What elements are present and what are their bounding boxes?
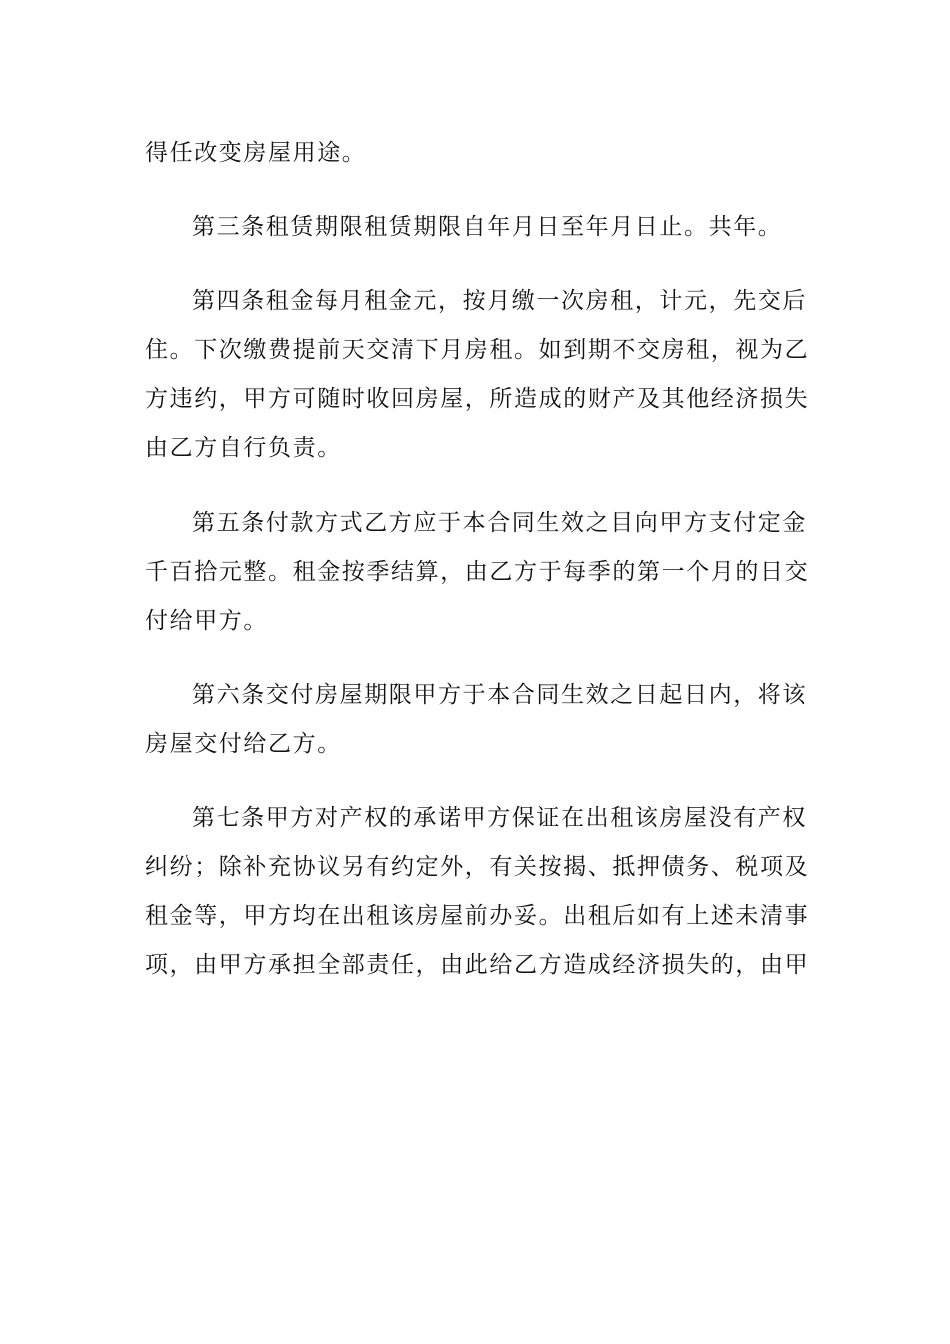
text-line: 方违约，甲方可随时收回房屋，所造成的财产及其他经济损失 <box>145 386 810 413</box>
text-line: 项，由甲方承担全部责任，由此给乙方造成经济损失的，由甲 <box>145 952 810 979</box>
text-line: 得任改变房屋用途。 <box>145 140 367 166</box>
text-line: 付给甲方。 <box>145 607 268 634</box>
contract-body <box>145 129 810 990</box>
paragraph-continuation <box>145 129 810 178</box>
text-line: 第七条甲方对产权的承诺甲方保证在出租该房屋没有产权 <box>192 805 807 832</box>
text-line: 千百拾元整。租金按季结算，由乙方于每季的第一个月的日交 <box>145 558 810 585</box>
text-line: 租金等，甲方均在出租该房屋前办妥。出租后如有上述未清事 <box>145 903 810 930</box>
paragraph-article-6 <box>145 671 810 769</box>
text-line: 第三条租赁期限租赁期限自年月日至年月日止。共年。 <box>192 214 783 241</box>
text-line: 纠纷；除补充协议另有约定外，有关按揭、抵押债务、税项及 <box>145 854 810 881</box>
text-line: 第五条付款方式乙方应于本合同生效之目向甲方支付定金 <box>192 509 807 536</box>
paragraph-article-3 <box>145 203 810 252</box>
text-line: 由乙方自行负责。 <box>145 435 342 462</box>
text-line: 房屋交付给乙方。 <box>145 730 342 757</box>
text-line: 住。下次缴费提前天交清下月房租。如到期不交房租，视为乙 <box>145 337 810 364</box>
paragraph-article-4 <box>145 277 810 473</box>
text-line: 第六条交付房屋期限甲方于本合同生效之日起日内，将该 <box>192 681 807 708</box>
paragraph-article-7 <box>145 794 810 990</box>
paragraph-article-5 <box>145 499 810 646</box>
text-line: 第四条租金每月租金元，按月缴一次房租，计元，先交后 <box>192 288 807 315</box>
